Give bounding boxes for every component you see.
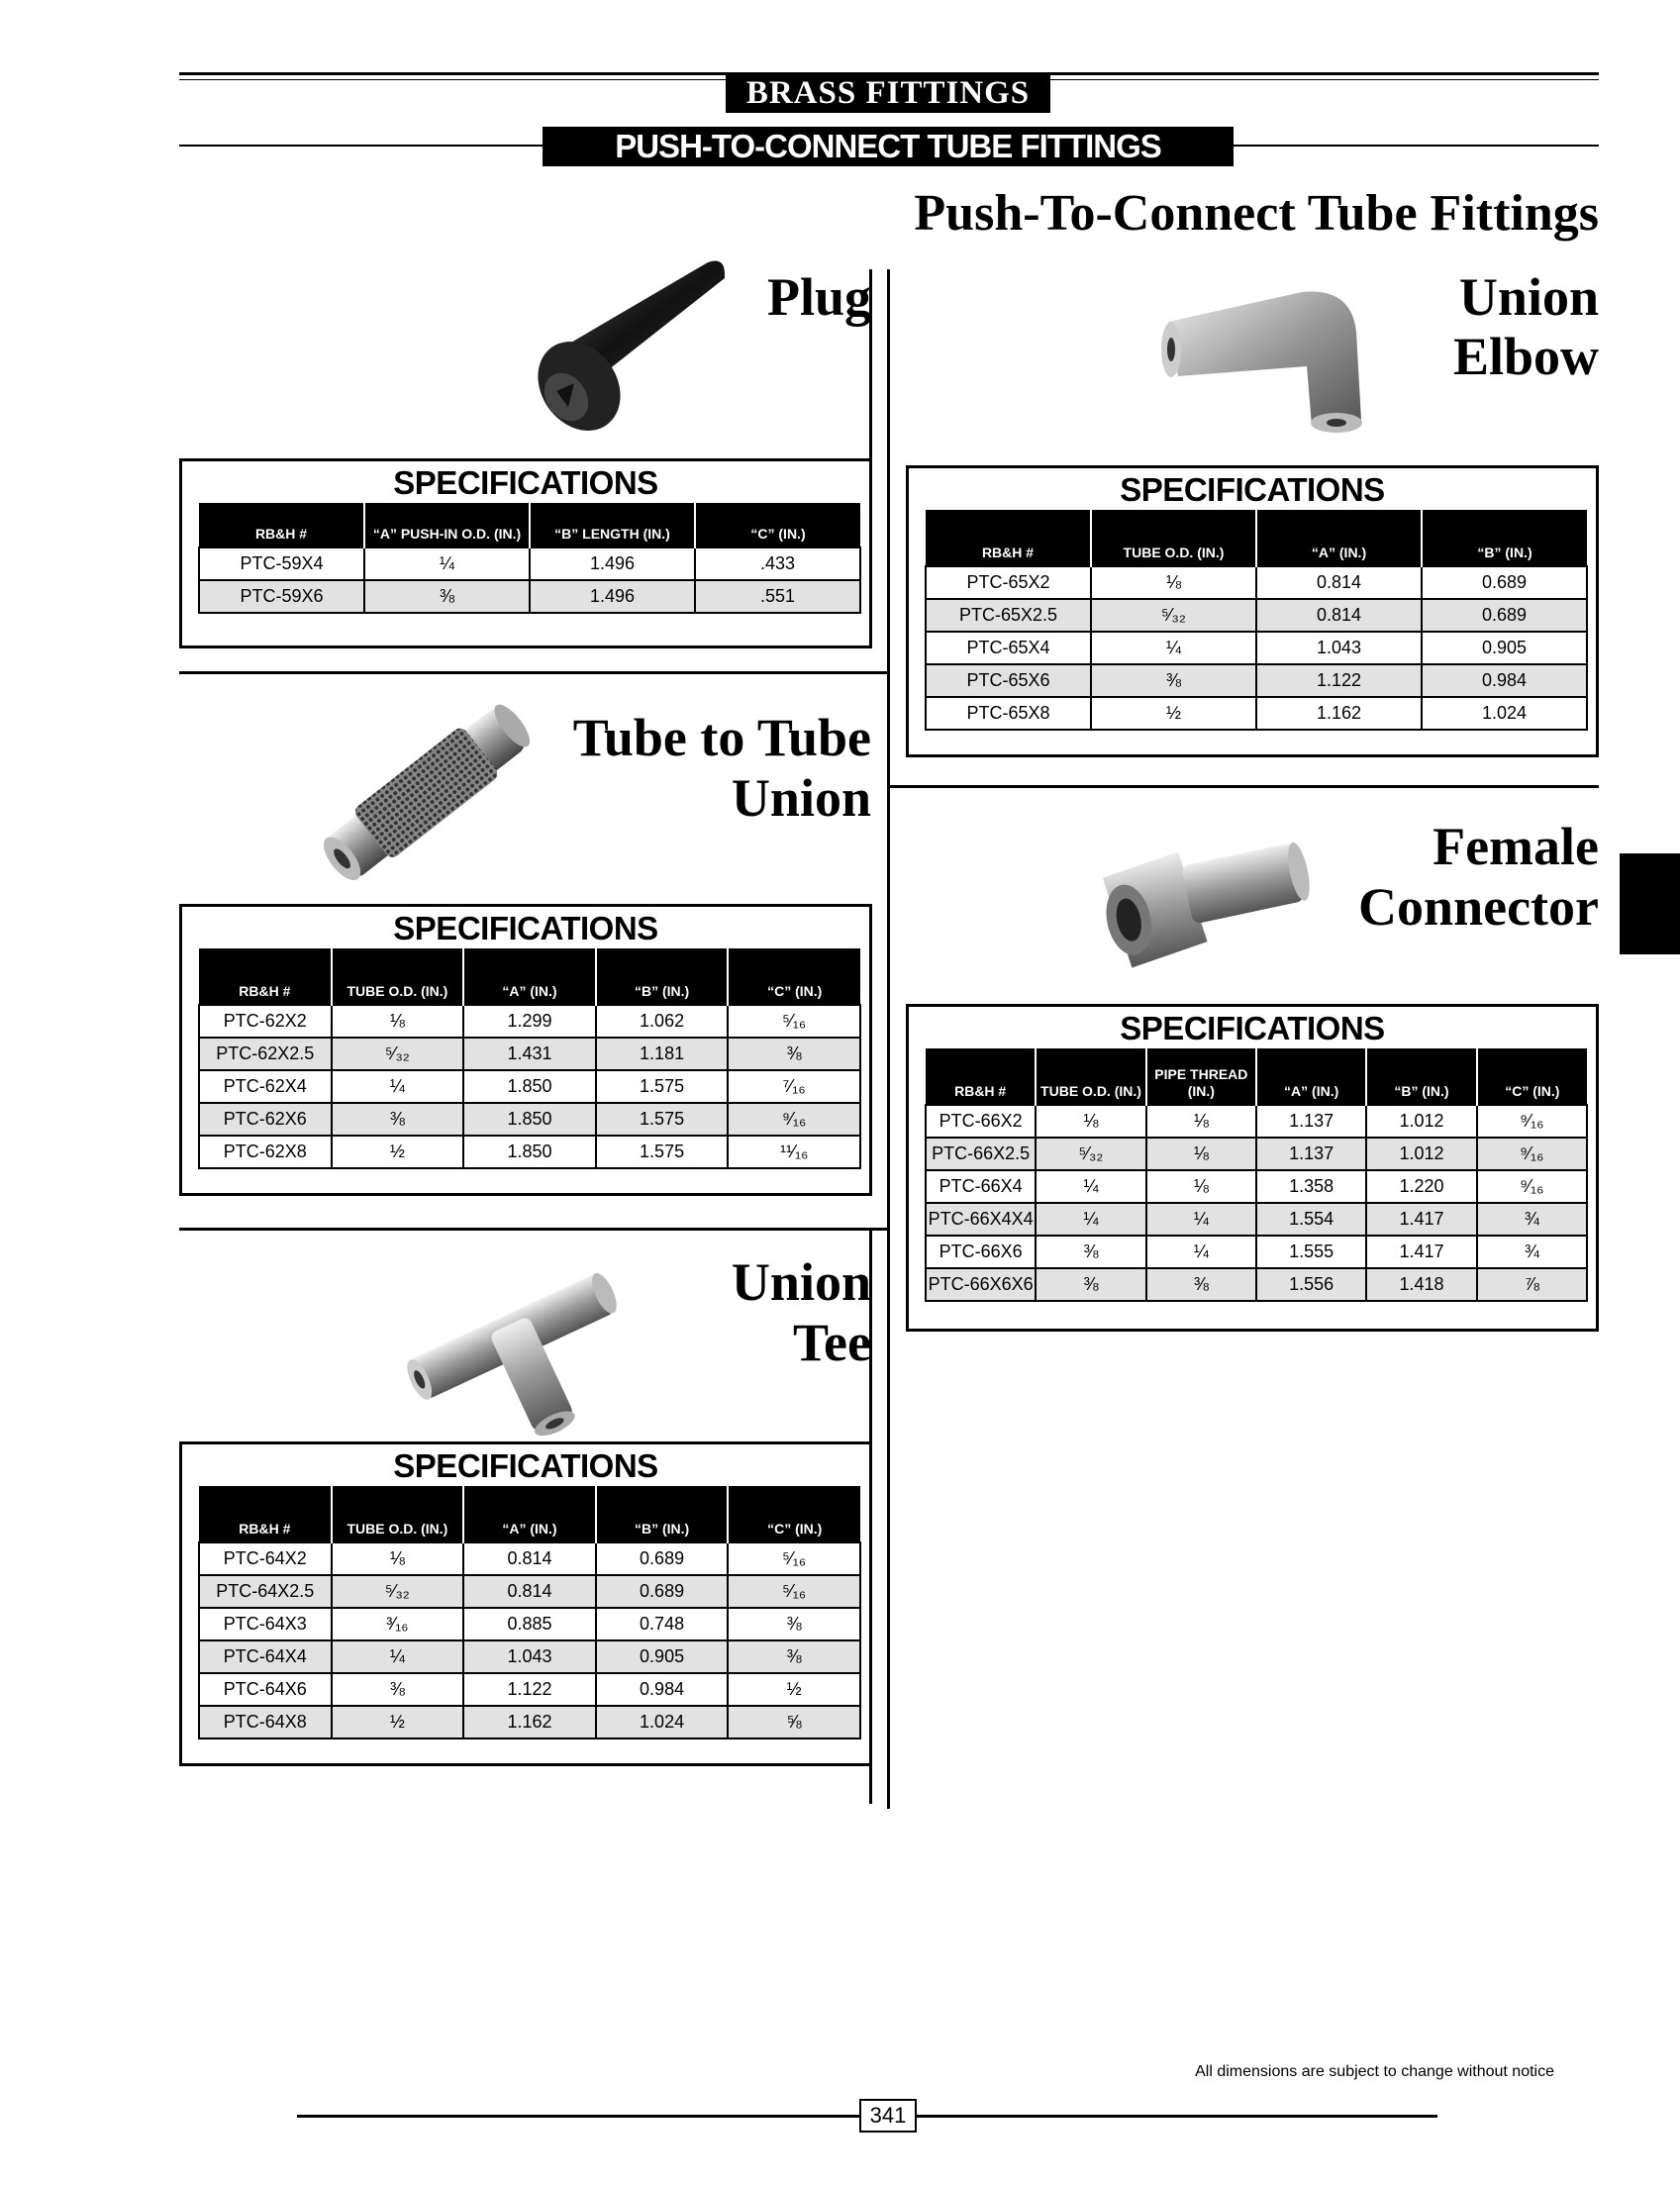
table-cell: ⅜ xyxy=(1146,1268,1256,1301)
column-divider xyxy=(887,269,890,1809)
table-cell: ¼ xyxy=(1146,1203,1256,1236)
page-title: Push-To-Connect Tube Fittings xyxy=(914,185,1599,242)
table-cell: 1.299 xyxy=(463,1005,596,1038)
table-cell: 1.575 xyxy=(596,1136,729,1168)
union-tee-image xyxy=(401,1242,639,1440)
table-cell: PTC-65X8 xyxy=(926,697,1091,730)
table-cell: ⅛ xyxy=(1146,1105,1256,1138)
plug-image xyxy=(495,252,733,441)
table-cell: PTC-62X6 xyxy=(199,1103,332,1136)
table-cell: ⅜ xyxy=(728,1608,860,1640)
table-cell: PTC-64X4 xyxy=(199,1640,332,1673)
table-cell: PTC-64X2 xyxy=(199,1542,332,1575)
table-cell: ⅜ xyxy=(364,580,530,613)
col-header: TUBE O.D. (IN.) xyxy=(332,1486,464,1542)
table-cell: 1.162 xyxy=(1256,697,1422,730)
side-tab xyxy=(1620,853,1680,954)
table-cell: 1.220 xyxy=(1366,1170,1476,1203)
female-connector-spec-heading: SPECIFICATIONS xyxy=(1120,1010,1385,1046)
table-cell: 1.062 xyxy=(596,1005,729,1038)
table-cell: ³⁄₁₆ xyxy=(332,1608,464,1640)
table-cell: 1.417 xyxy=(1366,1236,1476,1268)
col-header: “B” LENGTH (IN.) xyxy=(530,503,695,547)
table-cell: 0.689 xyxy=(596,1575,729,1608)
table-cell: PTC-64X3 xyxy=(199,1608,332,1640)
table-cell: ⅛ xyxy=(1146,1138,1256,1170)
union-elbow-spec-box xyxy=(906,465,1599,757)
table-cell: 1.417 xyxy=(1366,1203,1476,1236)
union-elbow-title-line1: Union xyxy=(1458,267,1599,327)
table-cell: 1.850 xyxy=(463,1136,596,1168)
union-tee-spec-table xyxy=(198,1486,861,1739)
section-divider-3 xyxy=(887,785,1599,788)
table-cell: ⁵⁄₃₂ xyxy=(1036,1138,1145,1170)
table-cell: PTC-65X4 xyxy=(926,632,1091,664)
table-cell: 1.431 xyxy=(463,1038,596,1070)
table-cell: PTC-62X8 xyxy=(199,1136,332,1168)
table-cell: 1.122 xyxy=(463,1673,596,1706)
table-cell: ¾ xyxy=(1477,1203,1587,1236)
female-connector-title-line2: Connector xyxy=(1358,877,1599,937)
female-connector-spec-table xyxy=(925,1048,1588,1302)
table-cell: ⁹⁄₁₆ xyxy=(1477,1170,1587,1203)
female-connector-spec-box xyxy=(906,1004,1599,1332)
table-cell: PTC-66X4 xyxy=(926,1170,1036,1203)
union-tee-spec-box xyxy=(179,1441,872,1766)
col-header: “A” (IN.) xyxy=(463,948,596,1005)
table-cell: 1.137 xyxy=(1256,1138,1366,1170)
section-divider-2 xyxy=(179,1228,889,1231)
col-header: “A” (IN.) xyxy=(1256,1048,1366,1105)
union-tee-spec-heading: SPECIFICATIONS xyxy=(393,1447,658,1484)
col-header: RB&H # xyxy=(926,1048,1036,1105)
table-cell: PTC-64X2.5 xyxy=(199,1575,332,1608)
col-header: “C” (IN.) xyxy=(695,503,860,547)
union-elbow-title-line2: Elbow xyxy=(1452,327,1599,386)
table-cell: 0.814 xyxy=(463,1575,596,1608)
union-elbow-spec-table xyxy=(925,510,1588,731)
table-cell: 0.814 xyxy=(1256,599,1422,632)
tube-union-image xyxy=(297,688,554,896)
table-cell: ⁹⁄₁₆ xyxy=(1477,1138,1587,1170)
table-cell: ⅜ xyxy=(728,1038,860,1070)
union-tee-title-line2: Tee xyxy=(793,1313,871,1372)
table-cell: ⁵⁄₃₂ xyxy=(1091,599,1256,632)
table-cell: ⅜ xyxy=(332,1103,464,1136)
table-cell: ⅜ xyxy=(332,1673,464,1706)
tube-union-title-line2: Union xyxy=(731,768,871,828)
table-cell: PTC-65X2 xyxy=(926,566,1091,599)
table-cell: ⁵⁄₁₆ xyxy=(728,1575,860,1608)
union-elbow-spec-heading: SPECIFICATIONS xyxy=(1120,471,1385,508)
col-header: “B” (IN.) xyxy=(1422,510,1587,566)
plug-spec-table xyxy=(198,503,861,614)
table-cell: 1.137 xyxy=(1256,1105,1366,1138)
col-header: “B” (IN.) xyxy=(596,948,729,1005)
table-cell: ¼ xyxy=(332,1070,464,1103)
table-cell: 0.905 xyxy=(1422,632,1587,664)
table-cell: 1.024 xyxy=(596,1706,729,1738)
table-cell: 1.043 xyxy=(463,1640,596,1673)
table-cell: 1.043 xyxy=(1256,632,1422,664)
col-header: “A” (IN.) xyxy=(1256,510,1422,566)
table-cell: PTC-65X6 xyxy=(926,664,1091,697)
table-cell: 1.555 xyxy=(1256,1236,1366,1268)
table-cell: ⁷⁄₁₆ xyxy=(728,1070,860,1103)
col-header: “A” (IN.) xyxy=(463,1486,596,1542)
table-cell: PTC-62X4 xyxy=(199,1070,332,1103)
table-cell: PTC-65X2.5 xyxy=(926,599,1091,632)
table-cell: 1.418 xyxy=(1366,1268,1476,1301)
table-cell: 1.496 xyxy=(530,580,695,613)
table-cell: ⅛ xyxy=(1091,566,1256,599)
table-cell: 0.814 xyxy=(463,1542,596,1575)
table-cell: 0.984 xyxy=(1422,664,1587,697)
table-cell: ⁵⁄₃₂ xyxy=(332,1575,464,1608)
table-cell: PTC-62X2 xyxy=(199,1005,332,1038)
table-cell: PTC-59X4 xyxy=(199,547,364,580)
table-cell: ¼ xyxy=(1036,1203,1145,1236)
table-cell: 1.556 xyxy=(1256,1268,1366,1301)
table-cell: 0.814 xyxy=(1256,566,1422,599)
category-banner: BRASS FITTINGS xyxy=(726,73,1050,113)
table-cell: 0.984 xyxy=(596,1673,729,1706)
table-cell: 1.850 xyxy=(463,1070,596,1103)
col-header: RB&H # xyxy=(926,510,1091,566)
table-cell: ½ xyxy=(332,1136,464,1168)
union-tee-title-line1: Union xyxy=(731,1252,871,1312)
table-cell: ¼ xyxy=(364,547,530,580)
table-cell: .433 xyxy=(695,547,860,580)
table-cell: ¼ xyxy=(1036,1170,1145,1203)
table-cell: ⅜ xyxy=(1091,664,1256,697)
table-cell: 0.905 xyxy=(596,1640,729,1673)
table-cell: 1.012 xyxy=(1366,1138,1476,1170)
table-cell: 1.024 xyxy=(1422,697,1587,730)
col-header: “C” (IN.) xyxy=(728,1486,860,1542)
table-cell: ⅝ xyxy=(728,1706,860,1738)
table-cell: PTC-64X8 xyxy=(199,1706,332,1738)
table-cell: ¼ xyxy=(1091,632,1256,664)
tube-union-spec-table xyxy=(198,948,861,1169)
col-header: TUBE O.D. (IN.) xyxy=(1091,510,1256,566)
table-cell: ⅛ xyxy=(1146,1170,1256,1203)
col-header: RB&H # xyxy=(199,503,364,547)
table-cell: ⅜ xyxy=(1036,1268,1145,1301)
table-cell: 0.689 xyxy=(1422,566,1587,599)
section-divider-1 xyxy=(179,671,889,674)
table-cell: 1.575 xyxy=(596,1103,729,1136)
table-cell: PTC-66X6X6 xyxy=(926,1268,1036,1301)
col-header: “C” (IN.) xyxy=(728,948,860,1005)
table-cell: ⁹⁄₁₆ xyxy=(1477,1105,1587,1138)
plug-spec-box xyxy=(179,458,872,648)
table-cell: 1.575 xyxy=(596,1070,729,1103)
col-header: “A” PUSH-IN O.D. (IN.) xyxy=(364,503,530,547)
table-cell: ⅛ xyxy=(1036,1105,1145,1138)
table-cell: ¼ xyxy=(332,1640,464,1673)
table-cell: PTC-66X2.5 xyxy=(926,1138,1036,1170)
table-cell: ⁵⁄₃₂ xyxy=(332,1038,464,1070)
subcategory-banner: PUSH-TO-CONNECT TUBE FITTINGS xyxy=(543,127,1234,166)
table-cell: ½ xyxy=(332,1706,464,1738)
table-cell: ¼ xyxy=(1146,1236,1256,1268)
col-header: TUBE O.D. (IN.) xyxy=(1036,1048,1145,1105)
table-cell: ⅛ xyxy=(332,1542,464,1575)
table-cell: PTC-64X6 xyxy=(199,1673,332,1706)
table-cell: 0.748 xyxy=(596,1608,729,1640)
footer-note: All dimensions are subject to change without notice xyxy=(1195,2063,1554,2080)
col-header: PIPE THREAD (IN.) xyxy=(1146,1048,1256,1105)
female-connector-title-line1: Female xyxy=(1433,817,1599,876)
table-cell: ⅞ xyxy=(1477,1268,1587,1301)
table-cell: 0.689 xyxy=(1422,599,1587,632)
table-cell: ¾ xyxy=(1477,1236,1587,1268)
table-cell: 1.554 xyxy=(1256,1203,1366,1236)
table-cell: PTC-66X2 xyxy=(926,1105,1036,1138)
table-cell: ⁹⁄₁₆ xyxy=(728,1103,860,1136)
table-cell: 0.689 xyxy=(596,1542,729,1575)
tube-union-spec-heading: SPECIFICATIONS xyxy=(393,910,658,946)
plug-spec-heading: SPECIFICATIONS xyxy=(393,464,658,501)
table-cell: ¹¹⁄₁₆ xyxy=(728,1136,860,1168)
table-cell: ½ xyxy=(728,1673,860,1706)
col-header: “C” (IN.) xyxy=(1477,1048,1587,1105)
table-cell: ⁵⁄₁₆ xyxy=(728,1005,860,1038)
table-cell: 0.885 xyxy=(463,1608,596,1640)
table-cell: 1.181 xyxy=(596,1038,729,1070)
union-elbow-image xyxy=(1153,272,1391,450)
table-cell: 1.850 xyxy=(463,1103,596,1136)
col-header: “B” (IN.) xyxy=(1366,1048,1476,1105)
col-header: TUBE O.D. (IN.) xyxy=(332,948,464,1005)
female-connector-image xyxy=(1094,822,1322,970)
table-cell: .551 xyxy=(695,580,860,613)
col-header: RB&H # xyxy=(199,1486,332,1542)
col-header: “B” (IN.) xyxy=(596,1486,729,1542)
table-cell: 1.122 xyxy=(1256,664,1422,697)
table-cell: PTC-59X6 xyxy=(199,580,364,613)
tube-union-spec-box xyxy=(179,904,872,1196)
table-cell: ⅜ xyxy=(728,1640,860,1673)
table-cell: 1.358 xyxy=(1256,1170,1366,1203)
table-cell: 1.162 xyxy=(463,1706,596,1738)
plug-title: Plug xyxy=(766,267,871,327)
table-cell: ⁵⁄₁₆ xyxy=(728,1542,860,1575)
tube-union-title-line1: Tube to Tube xyxy=(572,708,871,767)
table-cell: 1.012 xyxy=(1366,1105,1476,1138)
table-cell: PTC-62X2.5 xyxy=(199,1038,332,1070)
table-cell: ⅜ xyxy=(1036,1236,1145,1268)
table-cell: 1.496 xyxy=(530,547,695,580)
table-cell: PTC-66X4X4 xyxy=(926,1203,1036,1236)
col-header: RB&H # xyxy=(199,948,332,1005)
table-cell: ⅛ xyxy=(332,1005,464,1038)
page-number: 341 xyxy=(859,2099,917,2133)
table-cell: PTC-66X6 xyxy=(926,1236,1036,1268)
table-cell: ½ xyxy=(1091,697,1256,730)
